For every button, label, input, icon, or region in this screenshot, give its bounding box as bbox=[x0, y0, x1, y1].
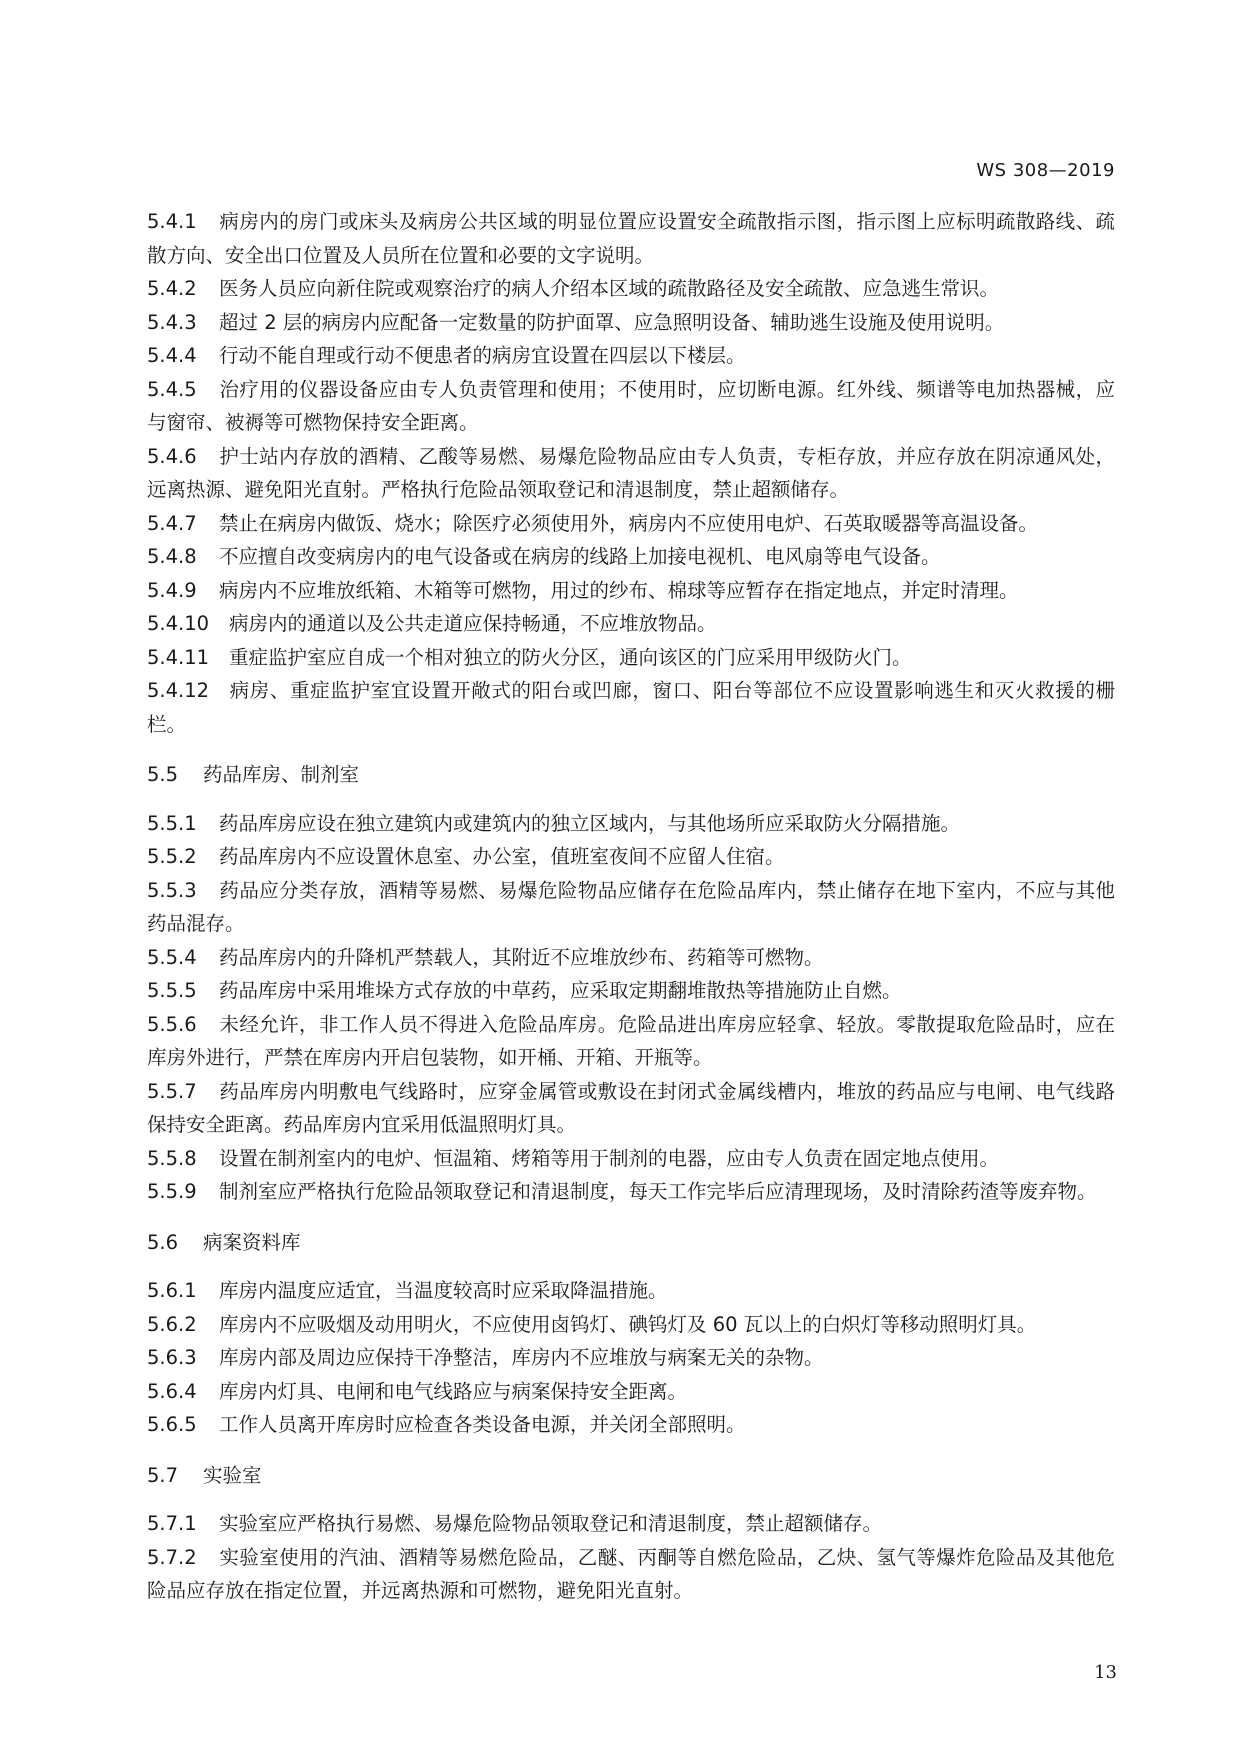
clause-number: 5.6.2 bbox=[147, 1312, 197, 1336]
clause-number: 5.6.5 bbox=[147, 1413, 197, 1436]
clause-paragraph bbox=[147, 339, 1115, 373]
clause-text: 未经允许，非工作人员不得进入危险品库房。危险品进出库房应轻拿、轻放。零散提取危险品时，应在库房外进行，严禁在库房内开启包装物，如开桶、开箱、开瓶等。 bbox=[147, 1012, 1115, 1069]
clause-text: 药品库房中采用堆垛方式存放的中草药，应采取定期翻堆散热等措施防止自燃。 bbox=[219, 979, 902, 1002]
clause-paragraph bbox=[147, 807, 1115, 841]
clause-number: 5.5.2 bbox=[147, 845, 197, 868]
clause-text: 工作人员离开库房时应检查各类设备电源，并关闭全部照明。 bbox=[219, 1413, 746, 1436]
clause-paragraph bbox=[147, 574, 1115, 608]
clause-paragraph bbox=[147, 1008, 1115, 1075]
clause-text: 治疗用的仪器设备应由专人负责管理和使用；不使用时，应切断电源。红外线、频谱等电加热器械，应与窗帘、被褥等可燃物保持安全距离。 bbox=[147, 377, 1115, 434]
clause-paragraph bbox=[147, 540, 1115, 574]
clause-paragraph bbox=[147, 1075, 1115, 1142]
section-heading bbox=[147, 1459, 1115, 1493]
clause-paragraph bbox=[147, 1175, 1115, 1209]
clause-number: 5.5.1 bbox=[147, 811, 197, 835]
clause-text: 药品库房内明敷电气线路时，应穿金属管或敷设在封闭式金属线槽内，堆放的药品应与电闸、电气线路保持安全距离。药品库房内宜采用低温照明灯具。 bbox=[147, 1079, 1115, 1136]
clause-text: 库房内灯具、电闸和电气线路应与病案保持安全距离。 bbox=[219, 1379, 688, 1403]
clause-number: 5.5.7 bbox=[147, 1079, 197, 1103]
clause-paragraph bbox=[147, 941, 1115, 975]
clause-text: 药品库房内不应设置休息室、办公室，值班室夜间不应留人住宿。 bbox=[219, 845, 785, 868]
clause-paragraph bbox=[147, 974, 1115, 1008]
clause-text: 行动不能自理或行动不便患者的病房宜设置在四层以下楼层。 bbox=[219, 344, 746, 367]
clause-number: 5.6.3 bbox=[147, 1346, 197, 1369]
clause-number: 5.5.6 bbox=[147, 1012, 197, 1036]
clause-text: 药品库房内的升降机严禁载人，其附近不应堆放纱布、药箱等可燃物。 bbox=[219, 945, 824, 969]
clause-text: 病房内的房门或床头及病房公共区域的明显位置应设置安全疏散指示图，指示图上应标明疏散路线、疏散方向、安全出口位置及人员所在位置和必要的文字说明。 bbox=[147, 210, 1115, 267]
clause-text: 实验室应严格执行易燃、易爆危险物品领取登记和清退制度，禁止超额储存。 bbox=[219, 1512, 883, 1535]
clause-number: 5.4.4 bbox=[147, 344, 197, 367]
section-title: 药品库房、制剂室 bbox=[203, 763, 360, 786]
clause-paragraph bbox=[147, 205, 1115, 272]
clause-number: 5.4.12 bbox=[147, 679, 210, 702]
section-number: 5.6 bbox=[147, 1230, 179, 1254]
clause-paragraph bbox=[147, 641, 1115, 675]
clause-text: 病房、重症监护室宜设置开敞式的阳台或凹廊，窗口、阳台等部位不应设置影响逃生和灭火救援的栅栏。 bbox=[147, 679, 1115, 736]
clause-paragraph bbox=[147, 1408, 1115, 1442]
clause-number: 5.4.6 bbox=[147, 444, 197, 468]
clause-number: 5.5.4 bbox=[147, 945, 197, 969]
clause-number: 5.5.9 bbox=[147, 1180, 197, 1203]
clause-number: 5.4.3 bbox=[147, 310, 197, 334]
clause-text: 重症监护室应自成一个相对独立的防火分区，通向该区的门应采用甲级防火门。 bbox=[229, 645, 912, 669]
clause-paragraph bbox=[147, 1507, 1115, 1541]
clause-text: 超过 2 层的病房内应配备一定数量的防护面罩、应急照明设备、辅助逃生设施及使用说明。 bbox=[219, 310, 1005, 334]
clause-number: 5.4.7 bbox=[147, 511, 197, 535]
clause-paragraph bbox=[147, 840, 1115, 874]
clause-text: 实验室使用的汽油、酒精等易燃危险品，乙醚、丙酮等自燃危险品，乙炔、氢气等爆炸危险品及其他危险品应存放在指定位置，并远离热源和可燃物，避免阳光直射。 bbox=[147, 1545, 1115, 1602]
clause-text: 药品应分类存放，酒精等易燃、易爆危险物品应储存在危险品库内，禁止储存在地下室内，不应与其他药品混存。 bbox=[147, 878, 1115, 935]
clause-number: 5.4.2 bbox=[147, 277, 197, 300]
clause-number: 5.4.11 bbox=[147, 645, 210, 669]
clause-paragraph bbox=[147, 272, 1115, 306]
clause-paragraph bbox=[147, 674, 1115, 741]
clause-number: 5.4.5 bbox=[147, 377, 197, 401]
clause-text: 护士站内存放的酒精、乙酸等易燃、易爆危险物品应由专人负责，专柜存放，并应存放在阴凉通风处，远离热源、避免阳光直射。严格执行危险品领取登记和清退制度，禁止超额储存。 bbox=[147, 444, 1115, 501]
document-body bbox=[147, 205, 1115, 1608]
clause-paragraph bbox=[147, 1341, 1115, 1375]
clause-number: 5.5.5 bbox=[147, 979, 197, 1002]
clause-number: 5.7.1 bbox=[147, 1512, 197, 1535]
clause-number: 5.7.2 bbox=[147, 1545, 197, 1569]
section-number: 5.5 bbox=[147, 763, 179, 786]
clause-paragraph bbox=[147, 507, 1115, 541]
clause-number: 5.4.10 bbox=[147, 612, 210, 635]
page-number: 13 bbox=[1094, 1662, 1117, 1683]
clause-text: 库房内部及周边应保持干净整洁，库房内不应堆放与病案无关的杂物。 bbox=[219, 1346, 824, 1369]
clause-number: 5.5.3 bbox=[147, 878, 197, 902]
clause-number: 5.4.1 bbox=[147, 210, 197, 233]
section-heading bbox=[147, 758, 1115, 792]
clause-text: 设置在制剂室内的电炉、恒温箱、烤箱等用于制剂的电器，应由专人负责在固定地点使用。 bbox=[219, 1146, 1000, 1170]
document-code: WS 308—2019 bbox=[976, 160, 1115, 181]
clause-number: 5.5.8 bbox=[147, 1146, 197, 1170]
clause-number: 5.4.8 bbox=[147, 545, 197, 568]
clause-paragraph bbox=[147, 306, 1115, 340]
clause-text: 药品库房应设在独立建筑内或建筑内的独立区域内，与其他场所应采取防火分隔措施。 bbox=[219, 811, 961, 835]
clause-paragraph bbox=[147, 1308, 1115, 1342]
section-title: 实验室 bbox=[203, 1463, 262, 1487]
clause-text: 医务人员应向新住院或观察治疗的病人介绍本区域的疏散路径及安全疏散、应急逃生常识。 bbox=[219, 277, 1000, 300]
clause-text: 库房内不应吸烟及动用明火，不应使用卤钨灯、碘钨灯及 60 瓦以上的白炽灯等移动照明灯具。 bbox=[219, 1312, 1037, 1336]
clause-text: 病房内不应堆放纸箱、木箱等可燃物，用过的纱布、棉球等应暂存在指定地点，并定时清理。 bbox=[219, 578, 1019, 602]
clause-paragraph bbox=[147, 1541, 1115, 1608]
clause-paragraph bbox=[147, 1274, 1115, 1308]
clause-text: 制剂室应严格执行危险品领取登记和清退制度，每天工作完毕后应清理现场，及时清除药渣等废弃物。 bbox=[219, 1180, 1097, 1203]
clause-number: 5.6.4 bbox=[147, 1379, 197, 1403]
section-number: 5.7 bbox=[147, 1463, 179, 1487]
section-heading bbox=[147, 1226, 1115, 1260]
clause-paragraph bbox=[147, 440, 1115, 507]
clause-paragraph bbox=[147, 874, 1115, 941]
clause-paragraph bbox=[147, 1375, 1115, 1409]
clause-text: 不应擅自改变病房内的电气设备或在病房的线路上加接电视机、电风扇等电气设备。 bbox=[219, 545, 941, 568]
clause-paragraph bbox=[147, 1142, 1115, 1176]
clause-text: 库房内温度应适宜，当温度较高时应采取降温措施。 bbox=[219, 1279, 668, 1302]
clause-number: 5.4.9 bbox=[147, 578, 197, 602]
clause-paragraph bbox=[147, 607, 1115, 641]
clause-text: 病房内的通道以及公共走道应保持畅通，不应堆放物品。 bbox=[229, 612, 717, 635]
clause-paragraph bbox=[147, 373, 1115, 440]
clause-text: 禁止在病房内做饭、烧水；除医疗必须使用外，病房内不应使用电炉、石英取暖器等高温设备。 bbox=[219, 511, 1039, 535]
section-title: 病案资料库 bbox=[203, 1230, 301, 1254]
clause-number: 5.6.1 bbox=[147, 1279, 197, 1302]
